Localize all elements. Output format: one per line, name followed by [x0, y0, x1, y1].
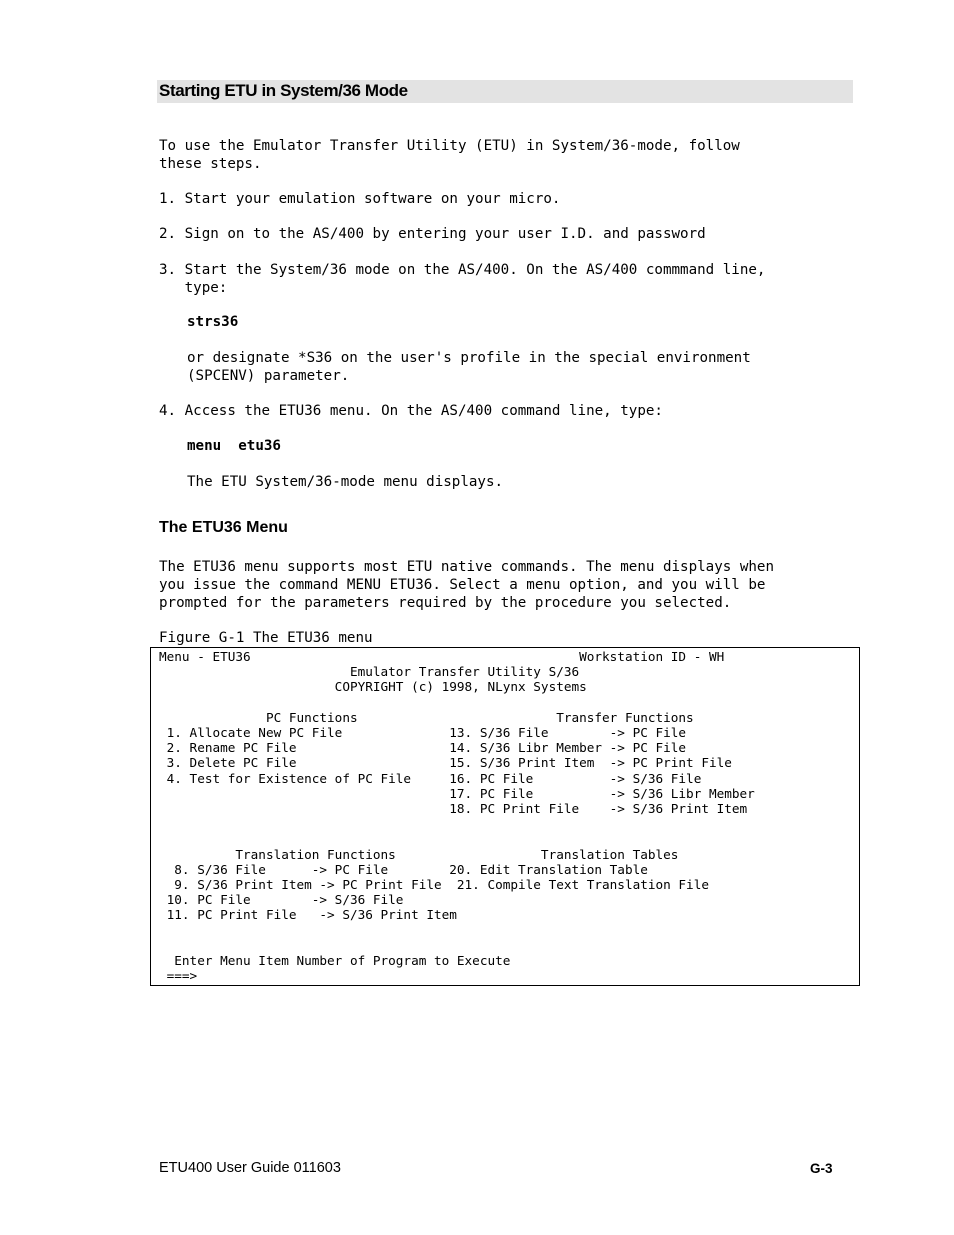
- section-header-bar: [157, 80, 853, 103]
- subsection-title: The ETU36 Menu: [159, 519, 288, 536]
- step-1: 1. Start your emulation software on your micro.: [159, 191, 561, 207]
- etu36-menu-screen: [150, 647, 860, 986]
- step-4: 4. Access the ETU36 menu. On the AS/400 command line, type:: [159, 403, 663, 419]
- step-3-alternative: or designate *S36 on the user's profile in the special environment (SPCENV) parameter.: [187, 350, 751, 384]
- step-3-command: strs36: [187, 314, 239, 330]
- terminal-screen-text: Menu - ETU36 Workstation ID - WH Emulator Transfer Utility S/36 COPYRIGHT (c) 1998, NLynx Systems PC Functions Transfer Functions 1. Allocate New PC File 13. S/36 File -> PC File 2. Rename PC File 14. S/36 Libr Member -> PC File 3. Delete PC File 15. S/36 Print Item -> PC Print File 4. Test for Existence of PC File 16. PC File -> S/36 File 17. PC File -> S/36 Libr Member 18. PC Print File -> S/36 Print Item Translation Functions Translation Tables 8. S/36 File -> PC File 20. Edit Translation Table 9. S/36 Print Item -> PC Print File 21. Compile Text Translation File 10. PC File -> S/36 File 11. PC Print File -> S/36 Print Item Enter Menu Item Number of Program to Execute ===>: [159, 649, 755, 984]
- step-3: 3. Start the System/36 mode on the AS/400. On the AS/400 commmand line, type:: [159, 262, 766, 296]
- step-4-result: The ETU System/36-mode menu displays.: [187, 474, 504, 490]
- figure-caption: Figure G-1 The ETU36 menu: [159, 630, 373, 646]
- footer-document-title: ETU400 User Guide 011603: [159, 1160, 341, 1176]
- footer-page-number: G-3: [810, 1161, 833, 1176]
- step-2: 2. Sign on to the AS/400 by entering your user I.D. and password: [159, 226, 706, 242]
- section-title: Starting ETU in System/36 Mode: [159, 81, 408, 100]
- step-4-command: menu etu36: [187, 438, 281, 454]
- intro-paragraph: To use the Emulator Transfer Utility (ETU) in System/36-mode, follow these steps.: [159, 138, 740, 172]
- menu-description-paragraph: The ETU36 menu supports most ETU native commands. The menu displays when you issue the command MENU ETU36. Select a menu option, and you will be prompted for the parameters required by the procedure you selected.: [159, 559, 774, 611]
